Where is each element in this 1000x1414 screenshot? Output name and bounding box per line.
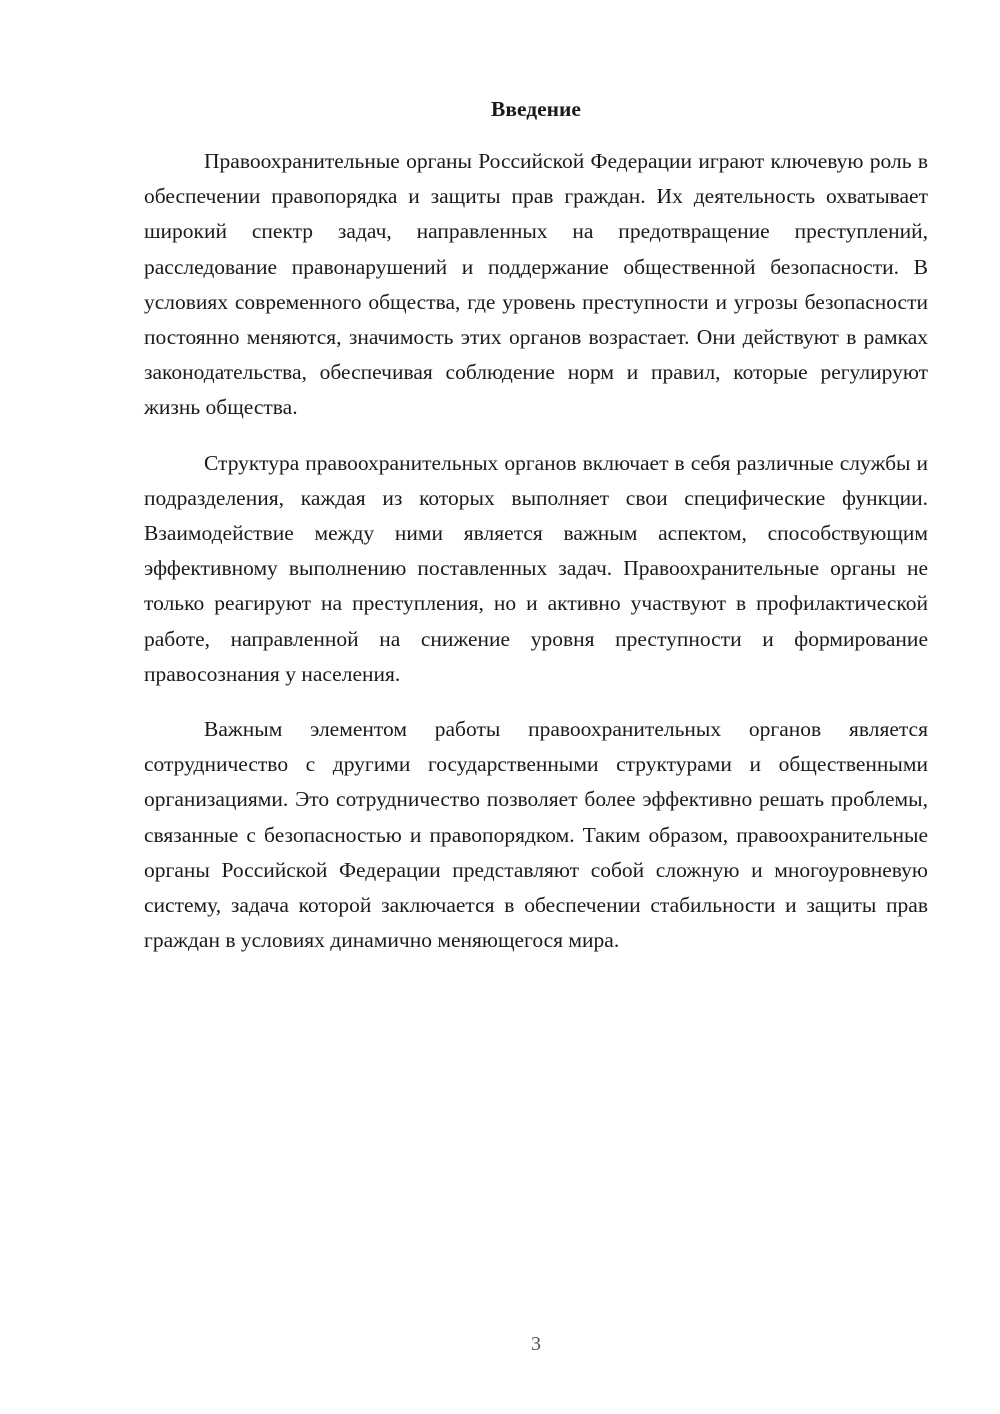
page-number: 3	[531, 1333, 541, 1355]
document-body	[144, 92, 928, 978]
paragraph-2: Структура правоохранительных органов включает в себя различные службы и подразделения, каждая из которых выполняет свои специфические функции. Взаимодействие между ними является важным аспектом, способствующим эффективному выполнению поставленных задач. Правоохранительные органы не только реагируют на преступления, но и активно участвуют в профилактической работе, направленной на снижение уровня преступности и формирование правосознания у населения.	[144, 450, 928, 686]
page-title: Введение	[491, 97, 581, 121]
paragraph-1: Правоохранительные органы Российской Федерации играют ключевую роль в обеспечении правопорядка и защиты прав граждан. Их деятельность охватывает широкий спектр задач, направленных на предотвращение преступлений, расследование правонарушений и поддержание общественной безопасности. В условиях современного общества, где уровень преступности и угрозы безопасности постоянно меняются, значимость этих органов возрастает. Они действуют в рамках законодательства, обеспечивая соблюдение норм и правил, которые регулируют жизнь общества.	[144, 149, 928, 420]
paragraph-3: Важным элементом работы правоохранительных органов является сотрудничество с другими государственными структурами и общественными организациями. Это сотрудничество позволяет более эффективно решать проблемы, связанные с безопасностью и правопорядком. Таким образом, правоохранительные органы Российской Федерации представляют собой сложную и многоуровневую систему, задача которой заключается в обеспечении стабильности и защиты прав граждан в условиях динамично меняющегося мира.	[144, 717, 928, 953]
